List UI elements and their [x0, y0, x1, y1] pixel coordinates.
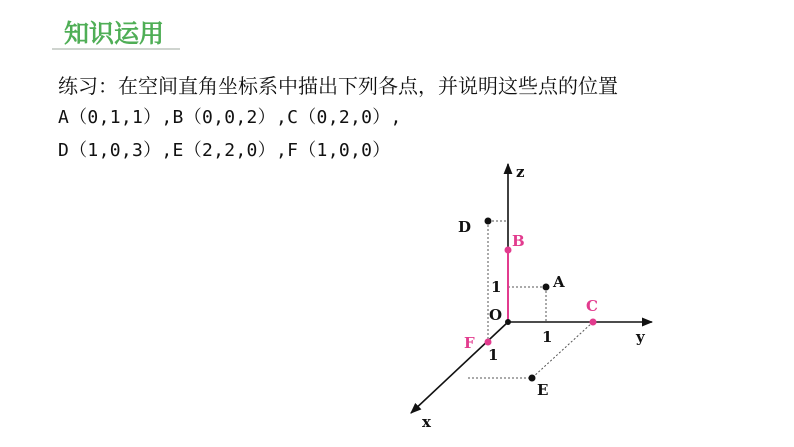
z-axis-label: z: [516, 163, 525, 181]
point-d: [485, 218, 492, 225]
point-f-label: F: [464, 334, 475, 352]
point-c-label: C: [586, 297, 598, 315]
point-a-label: A: [553, 273, 565, 291]
exercise-points-line-1: A（0,1,1）,B（0,0,2）,C（0,2,0）,: [58, 107, 402, 128]
exercise-points-line-2: D（1,0,3）,E（2,2,0）,F（1,0,0）: [58, 140, 391, 161]
z-tick-1: 1: [491, 278, 502, 296]
point-a: [543, 284, 550, 291]
point-d-label: D: [458, 218, 472, 236]
point-e-label: E: [537, 381, 549, 399]
section-title: 知识运用: [64, 19, 165, 48]
origin-point: [505, 319, 511, 325]
x-axis: [411, 322, 508, 413]
point-b: [505, 247, 512, 254]
origin-label: O: [489, 306, 503, 324]
y-tick-1: 1: [542, 328, 553, 346]
exercise-prompt: 练习：在空间直角坐标系中描出下列各点，并说明这些点的位置: [58, 74, 618, 98]
point-f: [485, 339, 492, 346]
dashed-guides: [468, 221, 593, 378]
x-axis-label: x: [422, 413, 431, 431]
point-e: [529, 375, 536, 382]
x-tick-1: 1: [488, 346, 499, 364]
point-c: [590, 319, 597, 326]
point-b-label: B: [512, 232, 525, 250]
y-axis-label: y: [636, 328, 645, 346]
